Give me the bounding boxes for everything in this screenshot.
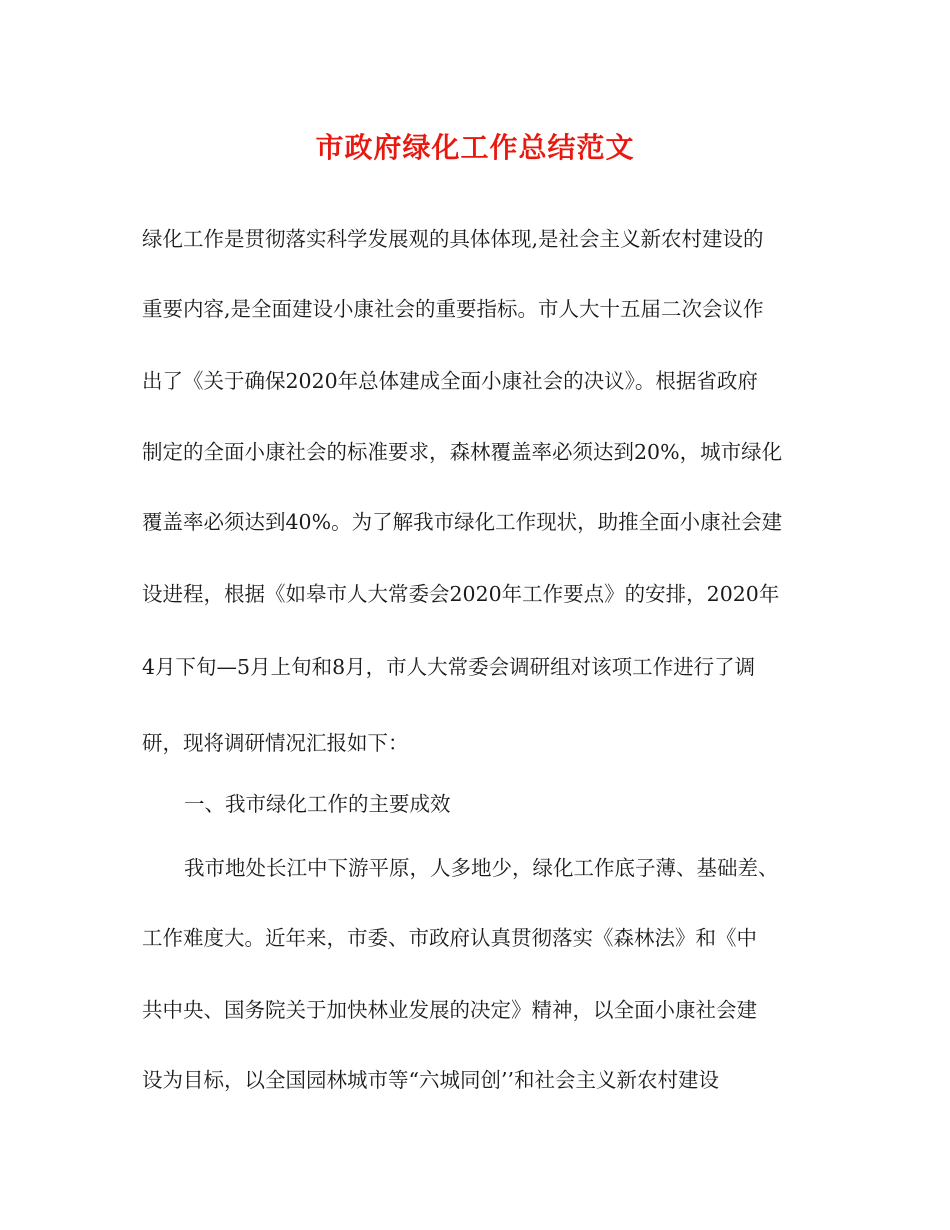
- body-line-4: 制定的全面小康社会的标准要求，森林覆盖率必须达到20%，城市绿化: [142, 440, 783, 464]
- body-line-2: 重要内容,是全面建设小康社会的重要指标。市人大十五届二次会议作: [142, 297, 764, 321]
- body-line-11: 共中央、国务院关于加快林业发展的决定》精神，以全面小康社会建: [142, 998, 757, 1022]
- body-line-7: 4月下旬—5月上旬和8月，市人大常委会调研组对该项工作进行了调: [142, 655, 756, 679]
- body-line-10: 工作难度大。近年来，市委、市政府认真贯彻落实《森林法》和《中: [142, 926, 757, 950]
- body-line-3: 出了《关于确保2020年总体建成全面小康社会的决议》。根据省政府: [142, 369, 758, 393]
- body-line-12: 设为目标，以全国园林城市等“六城同创’’和社会主义新农村建设: [142, 1068, 720, 1092]
- body-line-6: 设进程，根据《如皋市人大常委会2020年工作要点》的安排，2020年: [142, 582, 780, 606]
- section-heading-1: 一、我市绿化工作的主要成效: [184, 792, 451, 816]
- body-line-9: 我市地处长江中下游平原，人多地少，绿化工作底子薄、基础差、: [184, 856, 779, 880]
- document-title: 市政府绿化工作总结范文: [315, 131, 635, 164]
- body-line-5: 覆盖率必须达到40%。为了解我市绿化工作现状，助推全面小康社会建: [142, 510, 783, 534]
- body-line-1: 绿化工作是贯彻落实科学发展观的具体体现,是社会主义新农村建设的: [142, 227, 764, 251]
- body-line-8: 研，现将调研情况汇报如下：: [142, 731, 409, 755]
